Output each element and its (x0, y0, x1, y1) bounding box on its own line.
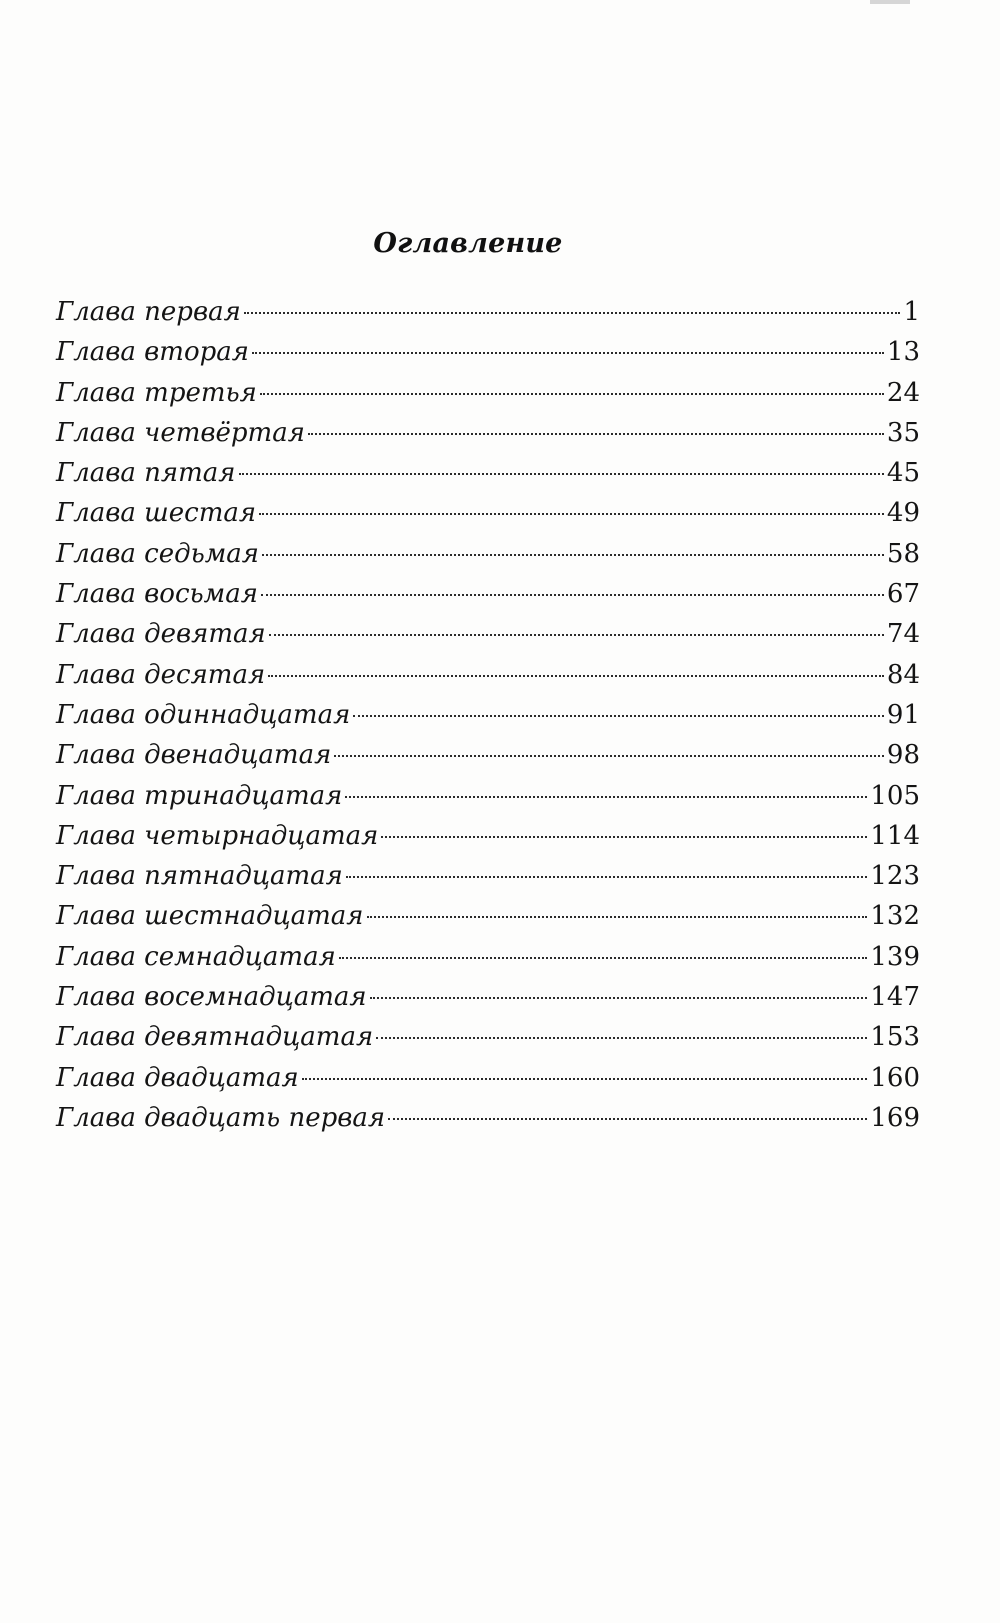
toc-row (56, 1058, 920, 1098)
toc-row (56, 574, 920, 614)
dot-leader (345, 796, 867, 798)
page-number: 13 (886, 337, 920, 368)
toc-row (56, 413, 920, 453)
toc-row (56, 655, 920, 695)
chapter-label: Глава девятая (56, 619, 266, 650)
dot-leader (370, 997, 868, 999)
page-number: 67 (886, 579, 920, 610)
chapter-label: Глава седьмая (56, 538, 260, 569)
dot-leader (262, 554, 884, 556)
dot-leader (388, 1118, 867, 1120)
dot-leader (376, 1037, 867, 1039)
chapter-label: Глава шестая (56, 498, 257, 529)
chapter-label: Глава восьмая (56, 579, 258, 610)
page-number: 45 (886, 458, 920, 489)
toc-row (56, 453, 920, 493)
dot-leader (252, 352, 884, 354)
chapter-label: Глава восемнадцатая (56, 982, 367, 1013)
page-number: 153 (870, 1022, 920, 1053)
dot-leader (239, 473, 884, 475)
toc-row (56, 816, 920, 856)
page-number: 105 (870, 780, 920, 811)
page-number: 58 (886, 538, 920, 569)
toc-row (56, 937, 920, 977)
toc-row (56, 373, 920, 413)
toc-row (56, 1017, 920, 1057)
page-number: 147 (870, 982, 920, 1013)
dot-leader (244, 312, 901, 314)
page-number: 169 (870, 1102, 920, 1133)
chapter-label: Глава двадцать первая (56, 1102, 386, 1133)
page-number: 84 (886, 659, 920, 690)
toc-row (56, 534, 920, 574)
dot-leader (339, 957, 868, 959)
toc-row (56, 776, 920, 816)
chapter-label: Глава шестнадцатая (56, 901, 364, 932)
chapter-label: Глава пятая (56, 458, 236, 489)
chapter-label: Глава тринадцатая (56, 780, 343, 811)
chapter-label: Глава вторая (56, 337, 249, 368)
dot-leader (269, 634, 884, 636)
dot-leader (367, 916, 868, 918)
chapter-label: Глава семнадцатая (56, 941, 336, 972)
page-number: 35 (886, 417, 920, 448)
toc-row (56, 1098, 920, 1138)
chapter-label: Глава четырнадцатая (56, 820, 379, 851)
page-number: 98 (886, 740, 920, 771)
chapter-label: Глава пятнадцатая (56, 861, 343, 892)
dot-leader (353, 715, 884, 717)
page-number: 114 (870, 820, 920, 851)
dot-leader (381, 836, 867, 838)
toc-row (56, 493, 920, 533)
chapter-label: Глава первая (56, 297, 241, 327)
chapter-label: Глава двадцатая (56, 1062, 299, 1093)
toc-row (56, 977, 920, 1017)
toc-title: Оглавление (373, 228, 563, 259)
chapter-label: Глава десятая (56, 659, 266, 690)
toc-row (56, 614, 920, 654)
chapter-label: Глава двенадцатая (56, 740, 332, 771)
toc-row (56, 332, 920, 372)
page-number: 49 (886, 498, 920, 529)
page-number: 132 (870, 901, 920, 932)
page-number: 139 (870, 941, 920, 972)
dot-leader (260, 393, 884, 395)
dot-leader (261, 594, 884, 596)
dot-leader (259, 513, 884, 515)
page-number: 123 (870, 861, 920, 892)
toc-row (56, 292, 920, 332)
chapter-label: Глава четвёртая (56, 417, 305, 448)
toc-row (56, 735, 920, 775)
page-number: 74 (886, 619, 920, 650)
toc-list (56, 292, 920, 1138)
dot-leader (302, 1078, 868, 1080)
toc-row (56, 856, 920, 896)
dot-leader (268, 675, 884, 677)
toc-row (56, 695, 920, 735)
page-number: 91 (886, 699, 920, 730)
dot-leader (334, 755, 884, 757)
page-number: 1 (903, 297, 920, 327)
page-number: 160 (870, 1062, 920, 1093)
dot-leader (308, 433, 884, 435)
dot-leader (346, 876, 867, 878)
chapter-label: Глава одиннадцатая (56, 699, 351, 730)
toc-row (56, 896, 920, 936)
chapter-label: Глава девятнадцатая (56, 1022, 374, 1053)
page-number: 24 (886, 377, 920, 408)
chapter-label: Глава третья (56, 377, 257, 408)
page-edge-mark (870, 0, 910, 4)
